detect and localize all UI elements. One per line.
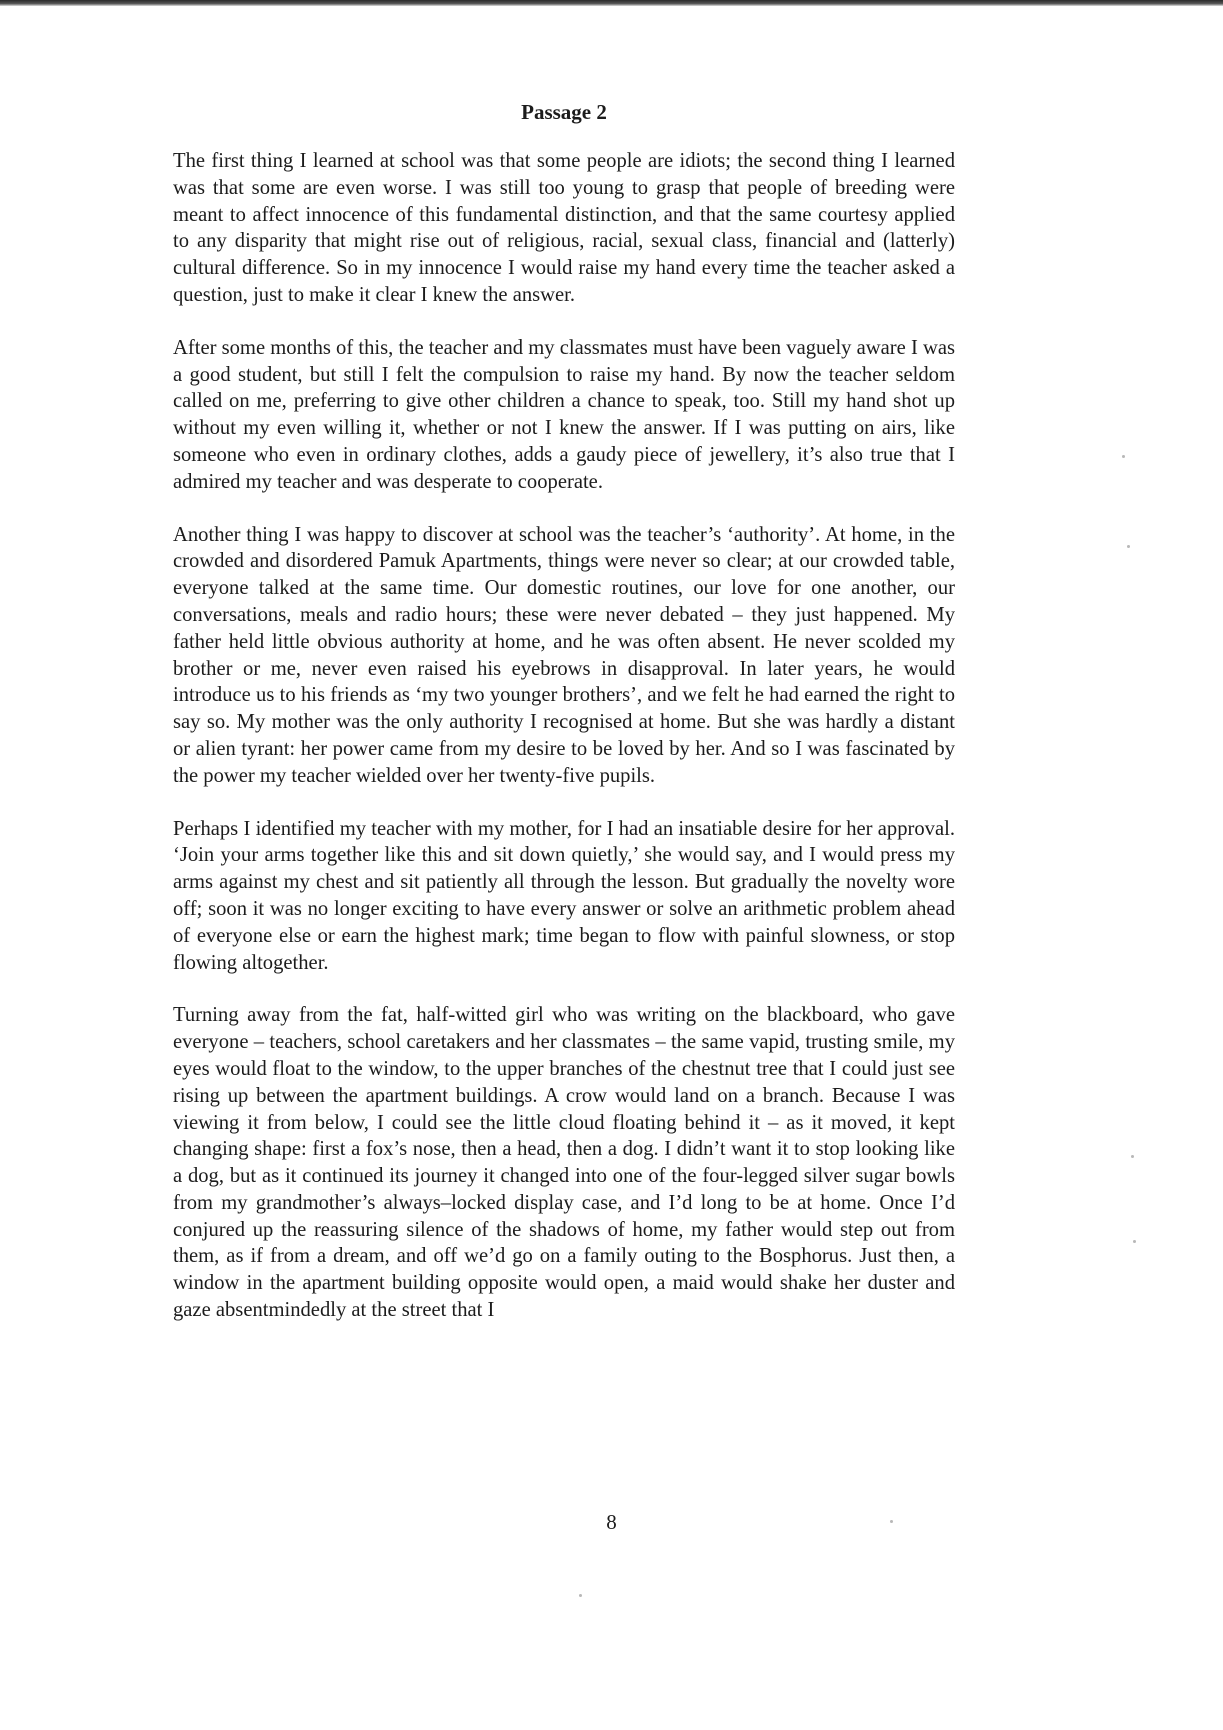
scan-speck bbox=[1127, 545, 1130, 548]
scan-speck bbox=[890, 1520, 893, 1523]
page-number: 8 bbox=[606, 1510, 617, 1534]
paragraph-3: Another thing I was happy to discover at school was the teacher’s ‘authority’. At home, in the crowded and disordered Pamuk Apartments, things were never so clear; at our crowded table, everyone talked at the same time. Our domestic routines, our love for one another, our conversations, meals and radio hours; these were never debated – they just happened. My father held little obvious authority at home, and he was often absent. He never scolded my brother or me, never even raised his eyebrows in disapproval. In later years, he would introduce us to his friends as ‘my two younger brothers’, and we felt he had earned the right to say so. My mother was the only authority I recognised at home. But she was hardly a distant or alien tyrant: her power came from my desire to be loved by her. And so I was fascinated by the power my teacher wielded over her twenty-five pupils. bbox=[173, 523, 955, 787]
paragraph-2: After some months of this, the teacher and my classmates must have been vaguely aware I was a good student, but still I felt the compulsion to raise my hand. By now the teacher seldom called on me, preferring to give other children a chance to speak, too. Still my hand shot up without my even willing it, whether or not I knew the answer. If I was putting on airs, like someone who even in ordinary clothes, adds a gaudy piece of jewellery, it’s also true that I admired my teacher and was desperate to cooperate. bbox=[173, 336, 955, 493]
scan-speck bbox=[1122, 455, 1125, 458]
document-page bbox=[173, 98, 955, 1350]
scan-speck bbox=[579, 1594, 582, 1597]
top-border-rule bbox=[0, 0, 1223, 6]
paragraph-1: The first thing I learned at school was that some people are idiots; the second thing I learned was that some are even worse. I was still too young to grasp that people of breeding were meant to affect innocence of this fundamental distinction, and that the same courtesy applied to any disparity that might rise out of religious, racial, sexual class, financial and (latterly) cultural difference. So in my innocence I would raise my hand every time the teacher asked a question, just to make it clear I knew the answer. bbox=[173, 150, 955, 306]
scan-speck bbox=[1133, 1240, 1136, 1243]
paragraph-5: Turning away from the fat, half-witted girl who was writing on the blackboard, who gave everyone – teachers, school caretakers and her classmates – the same vapid, trusting smile, my eyes would float to the window, to the upper branches of the chestnut tree that I could just see rising up between the apartment buildings. A crow would land on a branch. Because I was viewing it from below, I could see the little cloud floating behind it – as it moved, it kept changing shape: first a fox’s nose, then a head, then a dog. I didn’t want it to stop looking like a dog, but as it continued its journey it changed into one of the four-legged silver sugar bowls from my grandmother’s always–locked display case, and I’d long to be at home. Once I’d conjured up the reassuring silence of the shadows of home, my father would step out from them, as if from a dream, and off we’d go on a family outing to the Bosphorus. Just then, a window in the apartment building opposite would open, a maid would shake her duster and gaze absentmindedly at the street that I bbox=[173, 1004, 955, 1322]
passage-title: Passage 2 bbox=[521, 100, 607, 124]
scan-speck bbox=[1131, 1155, 1134, 1158]
paragraph-4: Perhaps I identified my teacher with my mother, for I had an insatiable desire for her approval. ‘Join your arms together like this and sit down quietly,’ she would say, and I would press my arms against my chest and sit patiently all through the lesson. But gradually the novelty wore off; soon it was no longer exciting to have every answer or solve an arithmetic problem ahead of everyone else or earn the highest mark; time began to flow with painful slowness, or stop flowing altogether. bbox=[173, 817, 955, 974]
